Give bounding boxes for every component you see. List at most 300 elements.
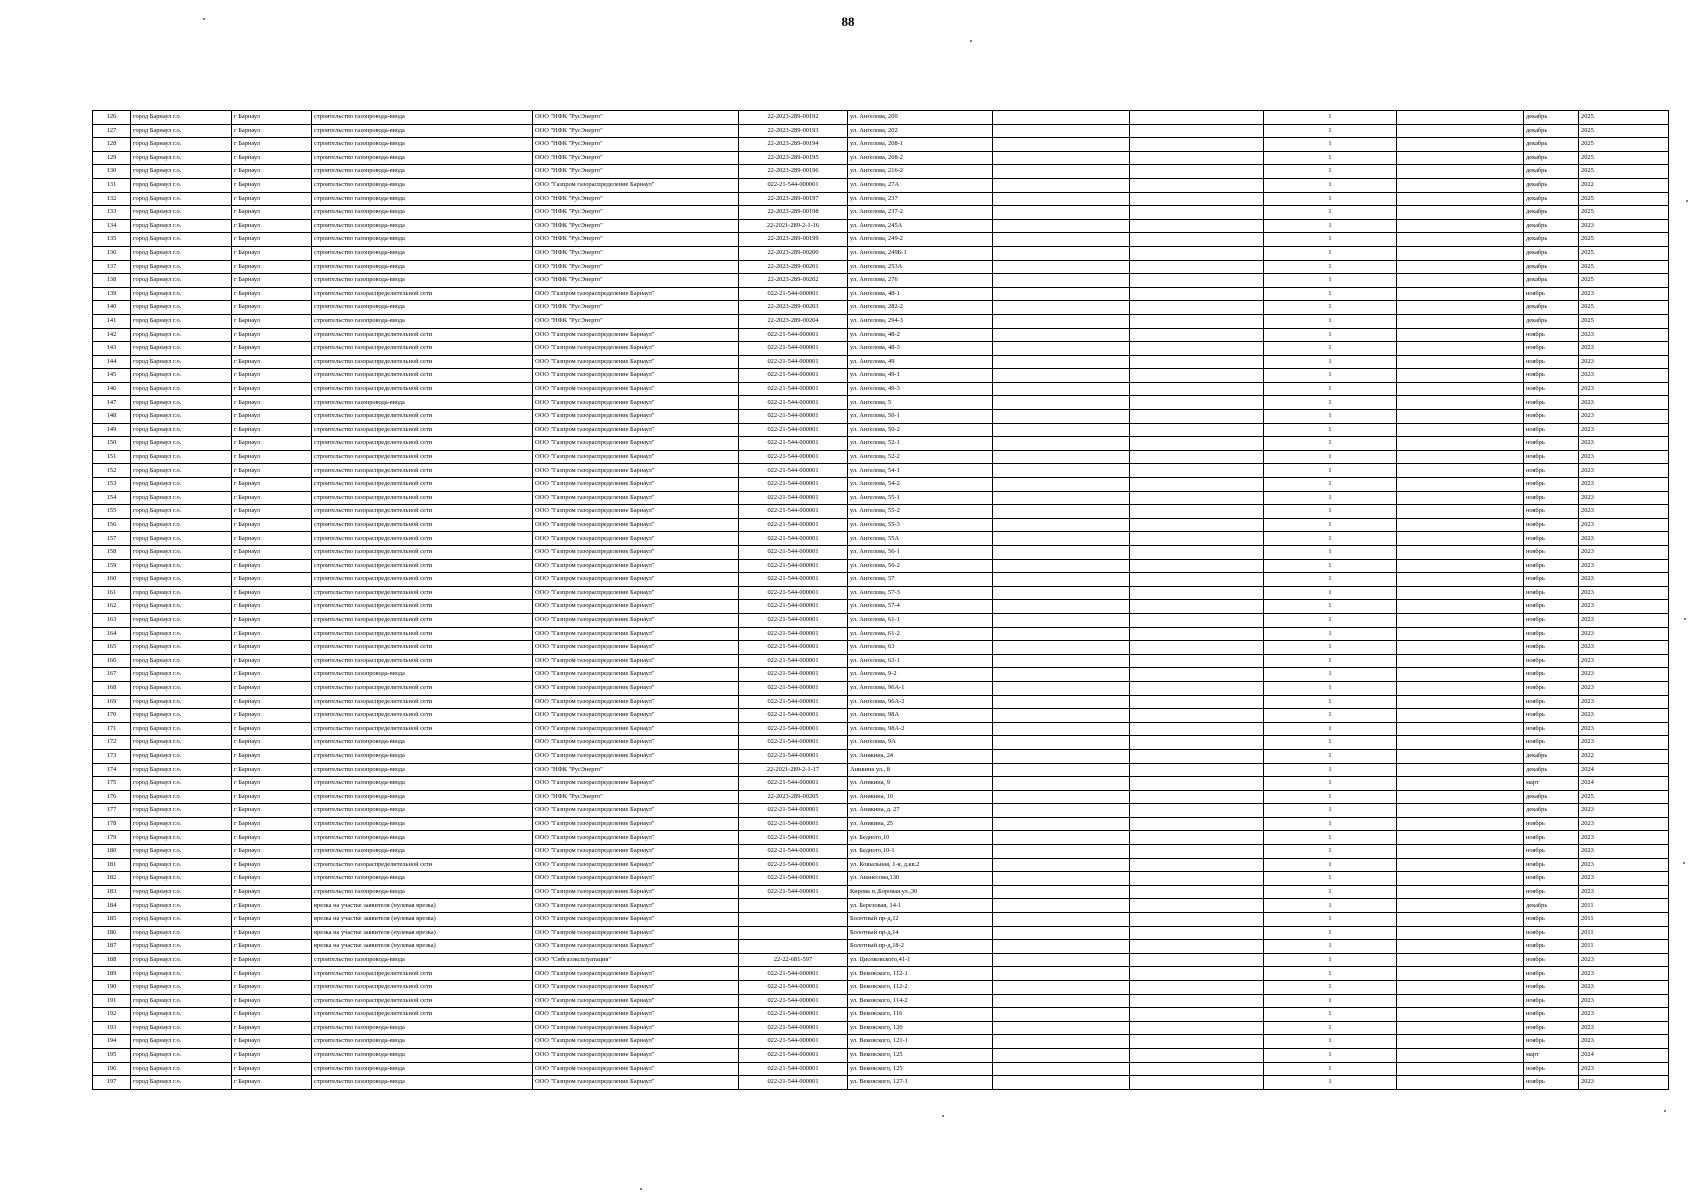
- cell-locality: г Барнаул: [232, 817, 312, 831]
- cell-address: Кирова п.,Боровая ул.,30: [848, 885, 993, 899]
- cell-quantity: 1: [1264, 681, 1397, 695]
- cell-empty: [1130, 1021, 1264, 1035]
- cell-empty: [993, 613, 1130, 627]
- cell-empty: [1397, 573, 1524, 587]
- cell-empty: [1130, 165, 1264, 179]
- cell-organization: ООО "Газпром газораспределение Барнаул": [533, 464, 739, 478]
- cell-address: ул. Циолковского,41-1: [848, 953, 993, 967]
- cell-month: ноябрь: [1524, 736, 1579, 750]
- cell-empty: [1397, 246, 1524, 260]
- cell-empty: [993, 396, 1130, 410]
- cell-empty: [993, 913, 1130, 927]
- table-row: [93, 641, 1669, 655]
- cell-row-number: 147: [93, 396, 131, 410]
- cell-locality: г Барнаул: [232, 573, 312, 587]
- cell-month: март: [1524, 777, 1579, 791]
- cell-empty: [993, 695, 1130, 709]
- cell-municipality: город Барнаул г.о.: [131, 994, 232, 1008]
- table-row: [93, 1062, 1669, 1076]
- cell-locality: г Барнаул: [232, 491, 312, 505]
- cell-quantity: 1: [1264, 763, 1397, 777]
- cell-organization: ООО "Газпром газораспределение Барнаул": [533, 940, 739, 954]
- cell-empty: [993, 178, 1130, 192]
- cell-empty: [1130, 518, 1264, 532]
- cell-empty: [993, 165, 1130, 179]
- cell-empty: [1130, 573, 1264, 587]
- cell-month: декабрь: [1524, 790, 1579, 804]
- cell-organization: ООО "Газпром газораспределение Барнаул": [533, 926, 739, 940]
- cell-address: ул. Ангелова, 57-3: [848, 586, 993, 600]
- cell-work-type: строительство газопровода-ввода: [312, 396, 533, 410]
- cell-address: ул. Ангелова, 56-1: [848, 546, 993, 560]
- cell-empty: [1130, 790, 1264, 804]
- cell-registry-number: 22-2023-289-00199: [739, 233, 848, 247]
- cell-organization: ООО "Газпром газораспределение Барнаул": [533, 641, 739, 655]
- cell-address: ул. Вековского, 116: [848, 1008, 993, 1022]
- cell-registry-number: 022-21-544-000001: [739, 355, 848, 369]
- table-row: [93, 831, 1669, 845]
- cell-registry-number: 022-21-544-000001: [739, 831, 848, 845]
- cell-empty: [1130, 423, 1264, 437]
- cell-municipality: город Барнаул г.о.: [131, 124, 232, 138]
- cell-registry-number: 022-21-544-000001: [739, 1062, 848, 1076]
- cell-row-number: 139: [93, 287, 131, 301]
- cell-empty: [993, 709, 1130, 723]
- cell-organization: ООО "Газпром газораспределение Барнаул": [533, 654, 739, 668]
- cell-empty: [1130, 953, 1264, 967]
- cell-empty: [993, 858, 1130, 872]
- cell-municipality: город Барнаул г.о.: [131, 777, 232, 791]
- cell-row-number: 162: [93, 600, 131, 614]
- cell-municipality: город Барнаул г.о.: [131, 613, 232, 627]
- cell-municipality: город Барнаул г.о.: [131, 1076, 232, 1090]
- cell-empty: [1397, 178, 1524, 192]
- cell-quantity: 1: [1264, 219, 1397, 233]
- cell-work-type: строительство газораспределительной сети: [312, 695, 533, 709]
- cell-year: 2023: [1579, 437, 1669, 451]
- cell-address: ул. Березовая, 14-1: [848, 899, 993, 913]
- cell-municipality: город Барнаул г.о.: [131, 573, 232, 587]
- cell-organization: ООО "Газпром газораспределение Барнаул": [533, 505, 739, 519]
- table-row: [93, 437, 1669, 451]
- cell-month: ноябрь: [1524, 967, 1579, 981]
- cell-work-type: строительство газопровода-ввода: [312, 1062, 533, 1076]
- cell-locality: г Барнаул: [232, 967, 312, 981]
- cell-year: 2025: [1579, 165, 1669, 179]
- cell-municipality: город Барнаул г.о.: [131, 219, 232, 233]
- cell-month: декабрь: [1524, 274, 1579, 288]
- cell-month: декабрь: [1524, 138, 1579, 152]
- cell-address: Болотный пр-д,12: [848, 913, 993, 927]
- cell-work-type: строительство газораспределительной сети: [312, 641, 533, 655]
- cell-empty: [1397, 953, 1524, 967]
- cell-empty: [993, 967, 1130, 981]
- cell-empty: [993, 953, 1130, 967]
- cell-municipality: город Барнаул г.о.: [131, 654, 232, 668]
- cell-empty: [1397, 777, 1524, 791]
- cell-municipality: город Барнаул г.о.: [131, 763, 232, 777]
- cell-empty: [1130, 586, 1264, 600]
- cell-municipality: город Барнаул г.о.: [131, 192, 232, 206]
- table-row: [93, 777, 1669, 791]
- cell-locality: г Барнаул: [232, 913, 312, 927]
- cell-work-type: врезка на участке заявителя (нулевая врезка): [312, 926, 533, 940]
- cell-empty: [1397, 328, 1524, 342]
- cell-registry-number: 022-21-544-000001: [739, 885, 848, 899]
- cell-year: 2023: [1579, 423, 1669, 437]
- cell-year: 2025: [1579, 151, 1669, 165]
- table-row: [93, 423, 1669, 437]
- cell-empty: [1397, 967, 1524, 981]
- table-row: [93, 206, 1669, 220]
- cell-empty: [993, 124, 1130, 138]
- cell-empty: [1397, 410, 1524, 424]
- table-row: [93, 559, 1669, 573]
- cell-locality: г Барнаул: [232, 233, 312, 247]
- cell-work-type: строительство газопровода-ввода: [312, 111, 533, 125]
- cell-year: 2024: [1579, 763, 1669, 777]
- cell-month: декабрь: [1524, 219, 1579, 233]
- cell-empty: [1397, 450, 1524, 464]
- cell-empty: [1130, 287, 1264, 301]
- cell-work-type: строительство газопровода-ввода: [312, 246, 533, 260]
- cell-month: ноябрь: [1524, 654, 1579, 668]
- cell-quantity: 1: [1264, 382, 1397, 396]
- cell-municipality: город Барнаул г.о.: [131, 953, 232, 967]
- cell-locality: г Барнаул: [232, 192, 312, 206]
- cell-year: 2023: [1579, 396, 1669, 410]
- cell-empty: [1397, 1008, 1524, 1022]
- cell-empty: [1397, 940, 1524, 954]
- cell-empty: [1130, 981, 1264, 995]
- cell-empty: [1130, 817, 1264, 831]
- cell-organization: ООО "Газпром газораспределение Барнаул": [533, 518, 739, 532]
- cell-work-type: строительство газопровода-ввода: [312, 165, 533, 179]
- cell-locality: г Барнаул: [232, 518, 312, 532]
- cell-municipality: город Барнаул г.о.: [131, 314, 232, 328]
- cell-municipality: город Барнаул г.о.: [131, 858, 232, 872]
- cell-empty: [1397, 124, 1524, 138]
- cell-locality: г Барнаул: [232, 586, 312, 600]
- cell-year: 2025: [1579, 246, 1669, 260]
- cell-month: ноябрь: [1524, 518, 1579, 532]
- cell-locality: г Барнаул: [232, 396, 312, 410]
- cell-organization: ООО "Газпром газораспределение Барнаул": [533, 437, 739, 451]
- table-row: [93, 491, 1669, 505]
- cell-address: ул. Ангелова, 49-3: [848, 382, 993, 396]
- cell-organization: ООО "НФК "РусЭнерго": [533, 233, 739, 247]
- cell-organization: ООО "Газпром газораспределение Барнаул": [533, 994, 739, 1008]
- cell-address: ул. Аникина, д. 27: [848, 804, 993, 818]
- cell-row-number: 145: [93, 369, 131, 383]
- scan-speck: [1686, 200, 1688, 202]
- cell-row-number: 170: [93, 709, 131, 723]
- cell-work-type: строительство газораспределительной сети: [312, 410, 533, 424]
- cell-month: ноябрь: [1524, 831, 1579, 845]
- cell-work-type: строительство газопровода-ввода: [312, 804, 533, 818]
- cell-address: ул. Ангелова, 245А: [848, 219, 993, 233]
- cell-work-type: строительство газораспределительной сети: [312, 559, 533, 573]
- cell-quantity: 1: [1264, 967, 1397, 981]
- cell-empty: [993, 981, 1130, 995]
- cell-locality: г Барнаул: [232, 246, 312, 260]
- cell-month: ноябрь: [1524, 559, 1579, 573]
- cell-month: декабрь: [1524, 151, 1579, 165]
- cell-empty: [1397, 369, 1524, 383]
- cell-empty: [1130, 355, 1264, 369]
- cell-empty: [993, 546, 1130, 560]
- cell-year: 2023: [1579, 613, 1669, 627]
- cell-row-number: 131: [93, 178, 131, 192]
- cell-work-type: строительство газораспределительной сети: [312, 600, 533, 614]
- cell-address: ул. Ангелова, 96А-2: [848, 695, 993, 709]
- cell-registry-number: 022-21-544-000001: [739, 654, 848, 668]
- cell-address: ул. Ангелова, 294-3: [848, 314, 993, 328]
- cell-month: ноябрь: [1524, 709, 1579, 723]
- cell-work-type: строительство газораспределительной сети: [312, 342, 533, 356]
- cell-empty: [993, 763, 1130, 777]
- cell-year: 2023: [1579, 654, 1669, 668]
- cell-empty: [1130, 681, 1264, 695]
- cell-municipality: город Барнаул г.о.: [131, 627, 232, 641]
- cell-quantity: 1: [1264, 845, 1397, 859]
- cell-organization: ООО "Газпром газораспределение Барнаул": [533, 396, 739, 410]
- cell-year: 2025: [1579, 301, 1669, 315]
- cell-registry-number: 022-21-544-000001: [739, 695, 848, 709]
- cell-month: декабрь: [1524, 763, 1579, 777]
- cell-address: ул. Ангелова, 49: [848, 355, 993, 369]
- cell-year: 2023: [1579, 505, 1669, 519]
- cell-empty: [993, 1021, 1130, 1035]
- cell-month: ноябрь: [1524, 491, 1579, 505]
- cell-empty: [993, 382, 1130, 396]
- cell-empty: [993, 206, 1130, 220]
- cell-year: 2023: [1579, 1062, 1669, 1076]
- cell-empty: [1130, 246, 1264, 260]
- cell-quantity: 1: [1264, 872, 1397, 886]
- table-row: [93, 600, 1669, 614]
- cell-quantity: 1: [1264, 736, 1397, 750]
- cell-row-number: 166: [93, 654, 131, 668]
- cell-registry-number: 22-2023-289-00192: [739, 111, 848, 125]
- cell-empty: [993, 518, 1130, 532]
- cell-row-number: 175: [93, 777, 131, 791]
- cell-year: 2023: [1579, 219, 1669, 233]
- cell-registry-number: 22-2023-289-00202: [739, 274, 848, 288]
- cell-municipality: город Барнаул г.о.: [131, 600, 232, 614]
- cell-empty: [1397, 641, 1524, 655]
- cell-empty: [993, 817, 1130, 831]
- cell-municipality: город Барнаул г.о.: [131, 450, 232, 464]
- cell-row-number: 191: [93, 994, 131, 1008]
- cell-address: ул. Аникина, 10: [848, 790, 993, 804]
- cell-work-type: строительство газораспределительной сети: [312, 464, 533, 478]
- table-row: [93, 342, 1669, 356]
- cell-row-number: 140: [93, 301, 131, 315]
- cell-year: 2023: [1579, 491, 1669, 505]
- cell-empty: [1130, 709, 1264, 723]
- cell-year: 2023: [1579, 681, 1669, 695]
- cell-empty: [1397, 111, 1524, 125]
- cell-organization: ООО "Газпром газораспределение Барнаул": [533, 681, 739, 695]
- table-row: [93, 178, 1669, 192]
- cell-organization: ООО "Газпром газораспределение Барнаул": [533, 967, 739, 981]
- cell-registry-number: 022-21-544-000001: [739, 641, 848, 655]
- cell-quantity: 1: [1264, 124, 1397, 138]
- cell-locality: г Барнаул: [232, 613, 312, 627]
- cell-address: ул. Ангелова, 98А-2: [848, 722, 993, 736]
- cell-work-type: строительство газораспределительной сети: [312, 532, 533, 546]
- cell-row-number: 169: [93, 695, 131, 709]
- cell-quantity: 1: [1264, 369, 1397, 383]
- cell-month: декабрь: [1524, 314, 1579, 328]
- cell-quantity: 1: [1264, 423, 1397, 437]
- cell-registry-number: 022-21-544-000001: [739, 423, 848, 437]
- cell-municipality: город Барнаул г.о.: [131, 478, 232, 492]
- cell-year: 2023: [1579, 1008, 1669, 1022]
- table-row: [93, 1021, 1669, 1035]
- cell-address: ул. Ангелова, 282-2: [848, 301, 993, 315]
- cell-quantity: 1: [1264, 817, 1397, 831]
- cell-registry-number: 022-21-544-000001: [739, 600, 848, 614]
- cell-locality: г Барнаул: [232, 437, 312, 451]
- cell-empty: [1130, 831, 1264, 845]
- cell-empty: [1130, 151, 1264, 165]
- cell-empty: [993, 872, 1130, 886]
- cell-municipality: город Барнаул г.о.: [131, 981, 232, 995]
- scan-speck: [970, 40, 972, 42]
- cell-row-number: 126: [93, 111, 131, 125]
- cell-empty: [1130, 464, 1264, 478]
- cell-month: ноябрь: [1524, 450, 1579, 464]
- cell-quantity: 1: [1264, 613, 1397, 627]
- cell-registry-number: 022-21-544-000001: [739, 1008, 848, 1022]
- cell-empty: [993, 1048, 1130, 1062]
- cell-registry-number: 022-21-544-000001: [739, 573, 848, 587]
- cell-empty: [993, 192, 1130, 206]
- cell-row-number: 161: [93, 586, 131, 600]
- cell-municipality: город Барнаул г.о.: [131, 301, 232, 315]
- cell-empty: [1130, 478, 1264, 492]
- cell-work-type: строительство газораспределительной сети: [312, 491, 533, 505]
- cell-empty: [993, 600, 1130, 614]
- table-row: [93, 668, 1669, 682]
- table-row: [93, 681, 1669, 695]
- cell-year: 2025: [1579, 790, 1669, 804]
- cell-municipality: город Барнаул г.о.: [131, 206, 232, 220]
- cell-empty: [993, 464, 1130, 478]
- cell-registry-number: 022-21-544-000001: [739, 559, 848, 573]
- cell-empty: [993, 1062, 1130, 1076]
- cell-year: 2023: [1579, 967, 1669, 981]
- cell-row-number: 156: [93, 518, 131, 532]
- cell-empty: [1397, 546, 1524, 560]
- cell-empty: [993, 899, 1130, 913]
- cell-row-number: 177: [93, 804, 131, 818]
- cell-address: ул. Бедного,10-1: [848, 845, 993, 859]
- cell-registry-number: 022-21-544-000001: [739, 437, 848, 451]
- table-row: [93, 450, 1669, 464]
- table-row: [93, 817, 1669, 831]
- cell-empty: [1130, 763, 1264, 777]
- table-row: [93, 246, 1669, 260]
- cell-registry-number: 22-22-681-597: [739, 953, 848, 967]
- cell-empty: [1397, 206, 1524, 220]
- cell-work-type: строительство газораспределительной сети: [312, 382, 533, 396]
- cell-address: ул. Ангелова, 237-2: [848, 206, 993, 220]
- table-row: [93, 654, 1669, 668]
- cell-empty: [1397, 709, 1524, 723]
- cell-quantity: 1: [1264, 464, 1397, 478]
- cell-month: ноябрь: [1524, 546, 1579, 560]
- cell-locality: г Барнаул: [232, 1076, 312, 1090]
- cell-empty: [1130, 695, 1264, 709]
- cell-empty: [993, 790, 1130, 804]
- cell-locality: г Барнаул: [232, 532, 312, 546]
- cell-year: 2023: [1579, 559, 1669, 573]
- cell-row-number: 141: [93, 314, 131, 328]
- cell-registry-number: 022-21-544-000001: [739, 532, 848, 546]
- cell-empty: [1397, 668, 1524, 682]
- cell-organization: ООО "Газпром газораспределение Барнаул": [533, 450, 739, 464]
- table-row: [93, 940, 1669, 954]
- cell-empty: [1397, 654, 1524, 668]
- cell-address: ул. Ангелова, 55-1: [848, 491, 993, 505]
- cell-registry-number: 022-21-544-000001: [739, 858, 848, 872]
- table-row: [93, 586, 1669, 600]
- cell-empty: [1130, 369, 1264, 383]
- cell-year: 2022: [1579, 178, 1669, 192]
- cell-work-type: строительство газопровода-ввода: [312, 1035, 533, 1049]
- cell-month: ноябрь: [1524, 505, 1579, 519]
- cell-organization: ООО "Газпром газораспределение Барнаул": [533, 559, 739, 573]
- cell-month: ноябрь: [1524, 613, 1579, 627]
- cell-locality: г Барнаул: [232, 845, 312, 859]
- table-row: [93, 736, 1669, 750]
- cell-month: декабрь: [1524, 749, 1579, 763]
- cell-organization: ООО "Газпром газораспределение Барнаул": [533, 872, 739, 886]
- cell-empty: [1397, 858, 1524, 872]
- cell-locality: г Барнаул: [232, 1008, 312, 1022]
- cell-quantity: 1: [1264, 342, 1397, 356]
- cell-empty: [1397, 1048, 1524, 1062]
- cell-registry-number: 022-21-544-000001: [739, 722, 848, 736]
- cell-organization: ООО "НФК "РусЭнерго": [533, 314, 739, 328]
- cell-organization: ООО "НФК "РусЭнерго": [533, 111, 739, 125]
- cell-row-number: 129: [93, 151, 131, 165]
- cell-quantity: 1: [1264, 722, 1397, 736]
- cell-locality: г Барнаул: [232, 722, 312, 736]
- cell-address: ул. Ангелова, 249Б-1: [848, 246, 993, 260]
- cell-empty: [1397, 749, 1524, 763]
- cell-locality: г Барнаул: [232, 369, 312, 383]
- cell-quantity: 1: [1264, 165, 1397, 179]
- cell-address: Болотный пр-д,14: [848, 926, 993, 940]
- cell-empty: [1130, 491, 1264, 505]
- cell-organization: ООО "Газпром газораспределение Барнаул": [533, 491, 739, 505]
- cell-work-type: строительство газопровода-ввода: [312, 749, 533, 763]
- cell-row-number: 185: [93, 913, 131, 927]
- cell-municipality: город Барнаул г.о.: [131, 111, 232, 125]
- cell-empty: [993, 1008, 1130, 1022]
- cell-work-type: строительство газораспределительной сети: [312, 437, 533, 451]
- cell-municipality: город Барнаул г.о.: [131, 722, 232, 736]
- cell-address: ул. Ангелова, 208-1: [848, 138, 993, 152]
- cell-municipality: город Барнаул г.о.: [131, 804, 232, 818]
- cell-organization: ООО "НФК "РусЭнерго": [533, 763, 739, 777]
- cell-quantity: 1: [1264, 138, 1397, 152]
- cell-empty: [1397, 722, 1524, 736]
